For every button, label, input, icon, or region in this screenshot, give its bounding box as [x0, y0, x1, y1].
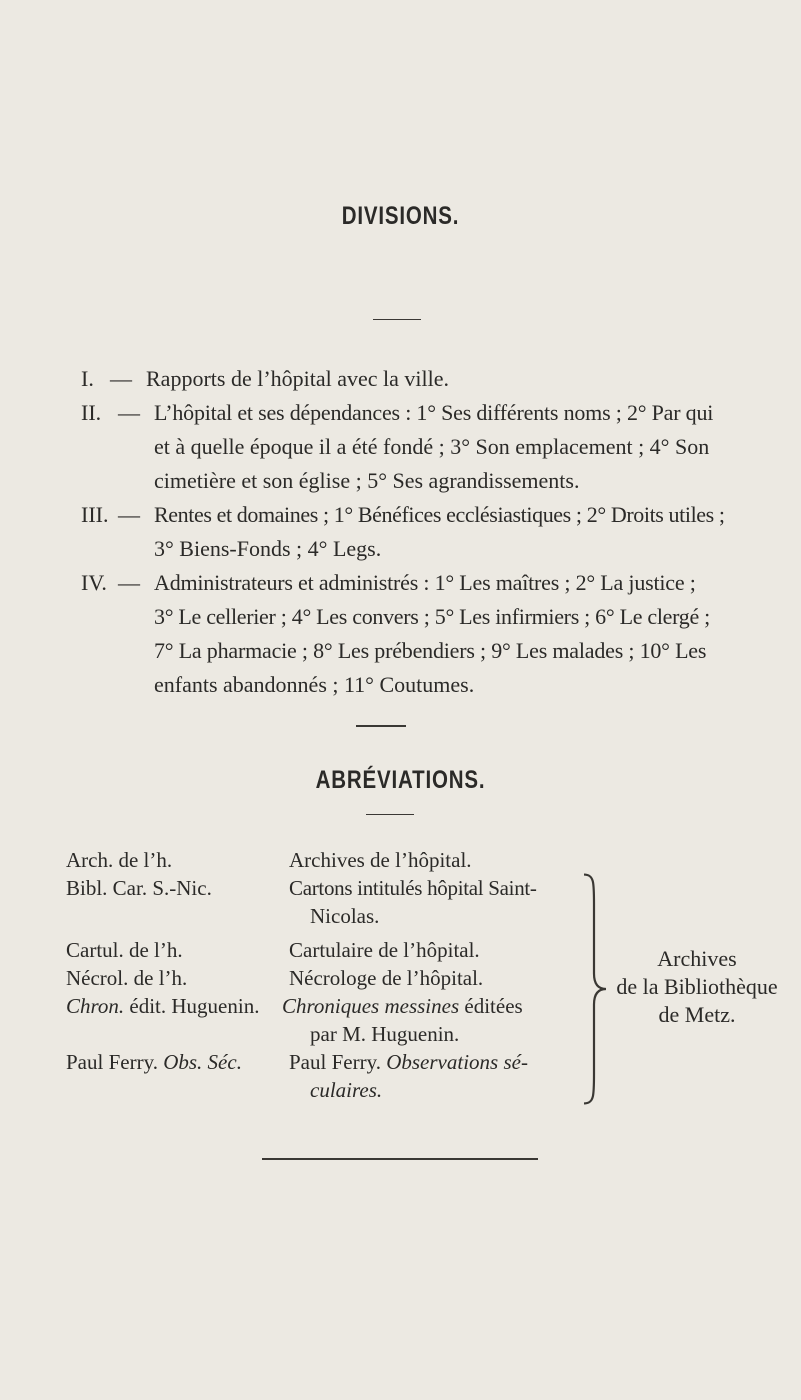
divisions-rule [373, 319, 421, 320]
division-4-line-1: Administrateurs et administrés : 1° Les maîtres ; 2° La justice ; [154, 570, 696, 595]
abbr-ferry-italic: Obs. Séc. [163, 1050, 242, 1074]
abbr-chron-rest: édit. Huguenin. [124, 994, 260, 1018]
right-brace [580, 873, 610, 1105]
meaning-bibl-line-2: Nicolas. [310, 904, 380, 928]
meaning-cartul: Cartulaire de l’hôpital. [289, 938, 480, 962]
abbr-chron [66, 994, 259, 1019]
meaning-chron-italic: Chroniques messines [282, 994, 460, 1018]
meaning-bibl-line-1: Cartons intitulés hôpital Saint- [289, 876, 537, 900]
division-1-line-1: Rapports de l’hôpital avec la ville. [146, 366, 450, 391]
abbr-chron-italic: Chron. [66, 994, 125, 1018]
division-3-line-2: 3° Biens-Fonds ; 4° Legs. [154, 536, 382, 561]
meaning-chron-rest: éditées [459, 994, 523, 1018]
source-note-line-1: Archives [657, 946, 737, 971]
meaning-ferry-italic: Observations sé- [386, 1050, 528, 1074]
source-note-line-3: de Metz. [658, 1002, 736, 1027]
meaning-chron-line-1 [282, 994, 523, 1019]
meaning-arch: Archives de l’hôpital. [289, 848, 472, 872]
abbreviations-rule [366, 814, 414, 815]
division-4-line-2: 3° Le cellerier ; 4° Les convers ; 5° Les infirmiers ; 6° Le clergé ; [154, 604, 710, 629]
abbr-arch: Arch. de l’h. [66, 848, 173, 872]
meaning-chron-line-2: par M. Huguenin. [310, 1022, 460, 1046]
abbr-necrol: Nécrol. de l’h. [66, 966, 188, 990]
abbr-cartul: Cartul. de l’h. [66, 938, 183, 962]
abbr-ferry-plain: Paul Ferry. [66, 1050, 164, 1074]
division-2-line-2: et à quelle époque il a été fondé ; 3° Son emplacement ; 4° Son [154, 434, 710, 459]
division-2-line-1: L’hôpital et ses dépendances : 1° Ses différents noms ; 2° Par qui [154, 400, 714, 425]
section-separator-rule [356, 725, 406, 727]
abbr-bibl: Bibl. Car. S.-Nic. [66, 876, 212, 900]
meaning-necrol: Nécrologe de l’hôpital. [289, 966, 484, 990]
meaning-ferry-line-2: culaires. [310, 1078, 383, 1102]
source-note-line-2: de la Bibliothèque [616, 974, 778, 999]
abbr-ferry [66, 1050, 242, 1075]
meaning-ferry-plain: Paul Ferry. [289, 1050, 387, 1074]
closing-rule [262, 1158, 538, 1160]
division-4-line-4: enfants abandonnés ; 11° Coutumes. [154, 672, 475, 697]
meaning-ferry-line-1 [289, 1050, 528, 1075]
division-4-line-3: 7° La pharmacie ; 8° Les prébendiers ; 9° Les malades ; 10° Les [154, 638, 707, 663]
division-2-line-3: cimetière et son église ; 5° Ses agrandissements. [154, 468, 580, 493]
division-3-line-1: Rentes et domaines ; 1° Bénéfices ecclésiastiques ; 2° Droits utiles ; [154, 502, 725, 527]
document-page: DIVISIONS. I. — Rapports de l’hôpital avec la ville. II. — L’hôpital et ses dépendances : 1° Ses différents noms ; 2° Par qui et à quelle époque il a été fondé ; 3° Son emplacement ; 4° Son cimetière et son église ; 5° Ses agrandissements. III. — Rentes et domaines ; 1° Bénéfices ecclésiastiques ; 2° Droits utiles ; 3° Biens-Fonds ; 4° Legs. IV. — Administrateurs et administrés : 1° Les maîtres ; 2° La justice ; 3° Le cellerier ; 4° Les convers ; 5° Les infirmiers ; 6° Le clergé ; 7° La pharmacie ; 8° Les prébendiers ; 9° Les malades ; 10° Les enfants abandonnés ; 11° Coutumes. ABRÉVIATIONS. Arch. de l’h. Archives de l’hôpital. Bibl. Car. S.-Nic. Cartons intitulés hôpital Saint- Nicolas. Cartul. de l’h. Cartulaire de l’hôpital. Nécrol. de l’h. Nécrologe de l’hôpital. Chron. édit. Huguenin. Chroniques messines éditées par M. Huguenin. Paul Ferry. Obs. Séc. Paul Ferry. Observations sé- culaires. Archives de la Bibliothèque de Metz. [0, 0, 801, 1400]
divisions-title: DIVISIONS. [341, 202, 460, 230]
abbreviations-title: ABRÉVIATIONS. [315, 766, 486, 794]
